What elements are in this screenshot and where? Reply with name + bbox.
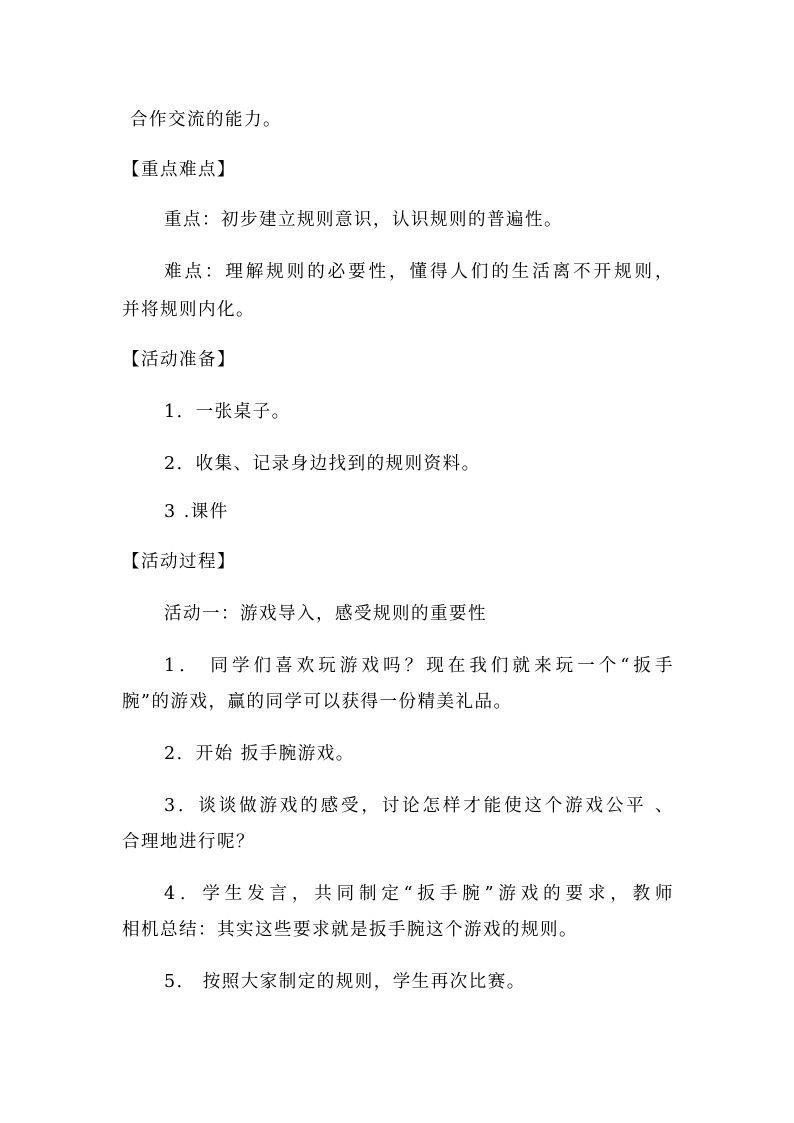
list-item-step-3-cont: 合理地进行呢？ xyxy=(122,832,255,852)
list-item-prep-2: 2．收集、记录身边找到的规则资料。 xyxy=(164,454,481,474)
list-item-step-1-cont: 腕”的游戏，赢的同学可以获得一份精美礼品。 xyxy=(122,692,513,712)
list-item-prep-1: 1．一张桌子。 xyxy=(164,402,291,422)
list-item-step-4-cont: 相机总结：其实这些要求就是扳手腕这个游戏的规则。 xyxy=(122,920,578,940)
list-item-step-5: 5． 按照大家制定的规则，学生再次比赛。 xyxy=(164,972,526,992)
section-heading-key-points: 【重点难点】 xyxy=(122,160,236,180)
list-item-step-4: 4．学生发言，共同制定“扳手腕”游戏的要求，教师 xyxy=(164,884,674,904)
section-heading-preparation: 【活动准备】 xyxy=(122,350,236,370)
text-line-difficulty: 难点：理解规则的必要性，懂得人们的生活离不开规则， xyxy=(164,262,674,282)
text-line-difficulty-cont: 并将规则内化。 xyxy=(122,300,255,320)
text-line-ability: 合作交流的能力。 xyxy=(130,110,282,130)
text-line-key-point: 重点：初步建立规则意识，认识规则的普遍性。 xyxy=(164,210,563,230)
list-item-step-2: 2．开始 扳手腕游戏。 xyxy=(164,744,355,764)
list-item-step-1: 1． 同学们喜欢玩游戏吗？现在我们就来玩一个“扳手 xyxy=(164,656,674,676)
sub-heading-activity-1: 活动一：游戏导入，感受规则的重要性 xyxy=(164,604,487,624)
list-item-prep-3: 3 .课件 xyxy=(164,502,229,522)
section-heading-process: 【活动过程】 xyxy=(122,552,236,572)
list-item-step-3: 3．谈谈做游戏的感受，讨论怎样才能使这个游戏公平 、 xyxy=(164,796,674,816)
